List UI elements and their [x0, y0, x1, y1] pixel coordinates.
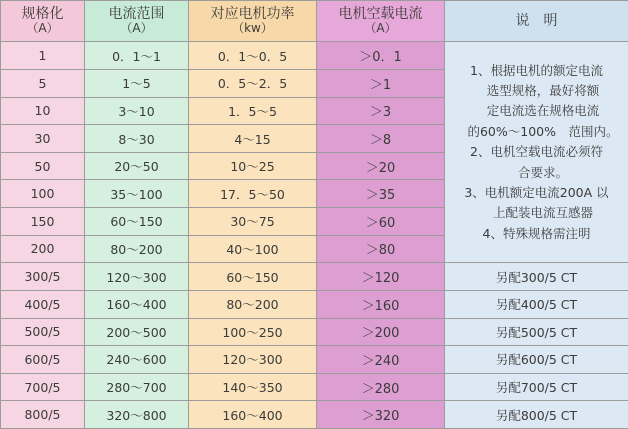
- table-row: [1, 290, 628, 318]
- cell-noload-current: ＞8: [317, 125, 445, 153]
- cell-motor-power: 120～300: [189, 346, 317, 374]
- cell-noload-current: ＞3: [317, 97, 445, 125]
- cell-noload-current: ＞20: [317, 152, 445, 180]
- table-row: [1, 346, 628, 374]
- cell-spec: 800/5: [1, 401, 85, 429]
- cell-spec: 150: [1, 208, 85, 236]
- cell-ct-note: 另配800/5 CT: [445, 401, 628, 429]
- header-range-line2: （A）: [120, 21, 153, 36]
- cell-current-range: 60～150: [85, 208, 189, 236]
- cell-spec: 50: [1, 152, 85, 180]
- header-cell-power: [189, 1, 317, 42]
- cell-ct-note: 另配500/5 CT: [445, 318, 628, 346]
- cell-motor-power: 80～200: [189, 290, 317, 318]
- header-power-line2: （kw）: [232, 21, 273, 36]
- cell-motor-power: 10～25: [189, 152, 317, 180]
- cell-spec: 5: [1, 70, 85, 98]
- cell-noload-current: ＞60: [317, 208, 445, 236]
- cell-current-range: 80～200: [85, 235, 189, 263]
- cell-spec: 400/5: [1, 290, 85, 318]
- table-row: [1, 373, 628, 401]
- cell-motor-power: 1．5～5: [189, 97, 317, 125]
- cell-current-range: 1～5: [85, 70, 189, 98]
- table-row: [1, 401, 628, 429]
- header-cell-range: [85, 1, 189, 42]
- cell-current-range: 320～800: [85, 401, 189, 429]
- note-line: 的60%～100% 范围内。: [467, 123, 619, 139]
- header-note-line1: 说 明: [515, 13, 558, 30]
- header-spec-line1: 规格化: [21, 6, 64, 23]
- cell-noload-current: ＞80: [317, 235, 445, 263]
- header-power-line1: 对应电机功率: [210, 6, 295, 23]
- cell-spec: 300/5: [1, 263, 85, 291]
- cell-spec: 30: [1, 125, 85, 153]
- header-noload-line1: 电机空载电流: [338, 6, 423, 23]
- cell-current-range: 0．1～1: [85, 42, 189, 70]
- cell-current-range: 120～300: [85, 263, 189, 291]
- cell-current-range: 280～700: [85, 373, 189, 401]
- note-line: 定电流选在规格电流: [486, 103, 600, 119]
- cell-noload-current: ＞240: [317, 346, 445, 374]
- cell-motor-power: 40～100: [189, 235, 317, 263]
- cell-motor-power: 30～75: [189, 208, 317, 236]
- cell-motor-power: 0．5～2．5: [189, 70, 317, 98]
- table-row: [1, 318, 628, 346]
- cell-spec: 200: [1, 235, 85, 263]
- note-line: 上配装电流互感器: [492, 205, 593, 221]
- cell-noload-current: ＞1: [317, 70, 445, 98]
- header-noload-line2: （A）: [364, 21, 397, 36]
- cell-noload-current: ＞35: [317, 180, 445, 208]
- note-line: 3、电机额定电流200A 以: [464, 184, 609, 200]
- cell-spec: 700/5: [1, 373, 85, 401]
- cell-spec: 10: [1, 97, 85, 125]
- header-cell-spec: [1, 1, 85, 42]
- cell-noload-current: ＞0．1: [317, 42, 445, 70]
- notes-cell: [445, 42, 628, 263]
- cell-motor-power: 100～250: [189, 318, 317, 346]
- cell-motor-power: 60～150: [189, 263, 317, 291]
- cell-current-range: 35～100: [85, 180, 189, 208]
- table-header-row: [1, 1, 628, 42]
- cell-current-range: 8～30: [85, 125, 189, 153]
- cell-spec: 100: [1, 180, 85, 208]
- cell-current-range: 240～600: [85, 346, 189, 374]
- cell-ct-note: 另配300/5 CT: [445, 263, 628, 291]
- note-line: 选型规格，最好将额: [486, 83, 600, 99]
- cell-current-range: 3～10: [85, 97, 189, 125]
- table-row: [1, 263, 628, 291]
- cell-motor-power: 140～350: [189, 373, 317, 401]
- header-range-line1: 电流范围: [108, 6, 165, 23]
- cell-current-range: 200～500: [85, 318, 189, 346]
- header-cell-note: [445, 1, 628, 42]
- cell-noload-current: ＞320: [317, 401, 445, 429]
- cell-noload-current: ＞160: [317, 290, 445, 318]
- header-cell-noload: [317, 1, 445, 42]
- cell-noload-current: ＞280: [317, 373, 445, 401]
- cell-motor-power: 4～15: [189, 125, 317, 153]
- cell-ct-note: 另配600/5 CT: [445, 346, 628, 374]
- cell-noload-current: ＞120: [317, 263, 445, 291]
- cell-spec: 1: [1, 42, 85, 70]
- note-line: 2、电机空载电流必须符: [470, 144, 603, 160]
- cell-spec: 600/5: [1, 346, 85, 374]
- note-line: 合要求。: [517, 164, 568, 180]
- note-line: 4、特殊规格需注明: [482, 225, 591, 241]
- cell-current-range: 20～50: [85, 152, 189, 180]
- cell-noload-current: ＞200: [317, 318, 445, 346]
- cell-ct-note: 另配700/5 CT: [445, 373, 628, 401]
- cell-current-range: 160～400: [85, 290, 189, 318]
- cell-spec: 500/5: [1, 318, 85, 346]
- cell-ct-note: 另配400/5 CT: [445, 290, 628, 318]
- cell-motor-power: 160～400: [189, 401, 317, 429]
- note-line: 1、根据电机的额定电流: [470, 62, 603, 78]
- header-spec-line2: （A）: [26, 21, 59, 36]
- cell-motor-power: 0．1～0．5: [189, 42, 317, 70]
- table-row: [1, 42, 628, 70]
- cell-motor-power: 17．5～50: [189, 180, 317, 208]
